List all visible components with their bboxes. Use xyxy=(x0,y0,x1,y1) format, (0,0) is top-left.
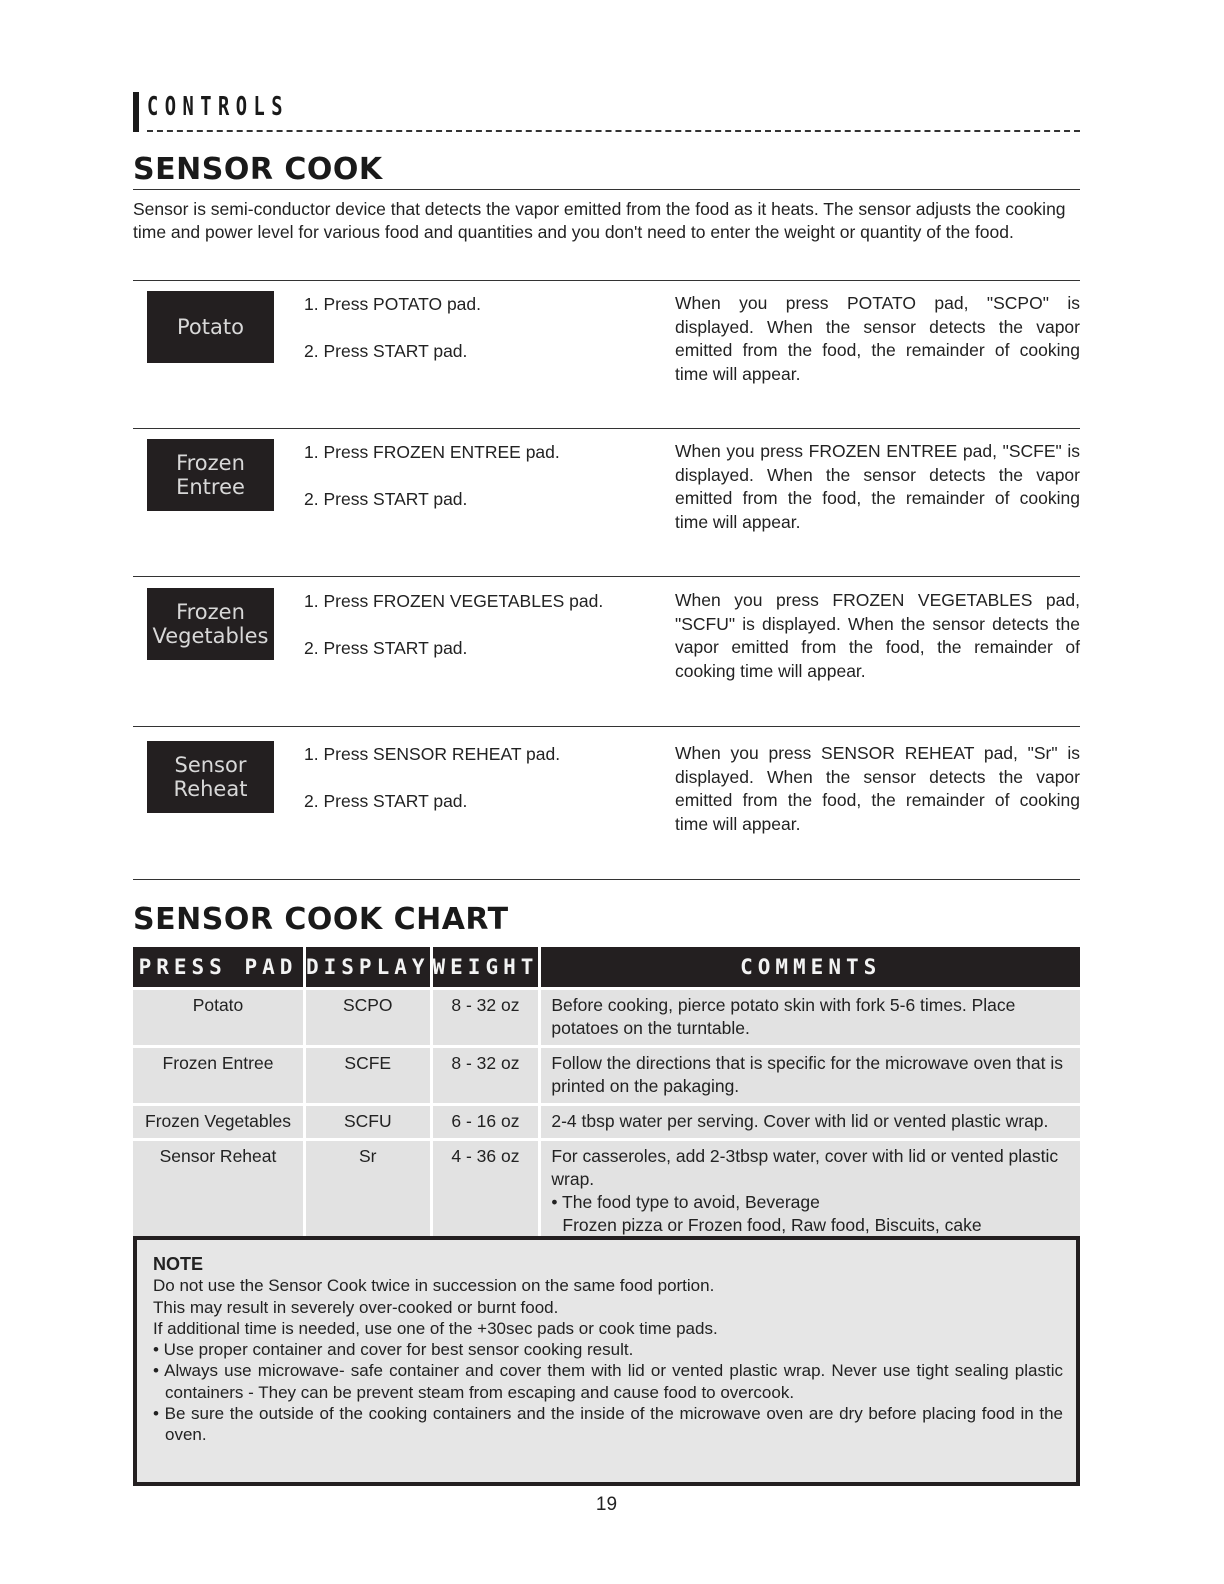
note-title: NOTE xyxy=(153,1254,204,1274)
pad-label-line-2: Vegetables xyxy=(152,624,269,648)
cell-display: SCPO xyxy=(306,990,430,1045)
cell-comment xyxy=(541,1141,1080,1242)
note-box xyxy=(133,1236,1080,1486)
note-line: This may result in severely over-cooked or burnt food. xyxy=(153,1297,559,1317)
note-bullet: • Be sure the outside of the cooking containers and the inside of the microwave oven are dry before placing food in the oven. xyxy=(153,1404,1063,1445)
cell-weight: 8 - 32 oz xyxy=(433,1048,539,1103)
step-1: 1. Press FROZEN ENTREE pad. xyxy=(304,442,560,462)
comment-line: Frozen pizza or Frozen food, Raw food, Biscuits, cake xyxy=(562,1215,982,1235)
table-row xyxy=(133,1106,1080,1138)
step-1: 1. Press SENSOR REHEAT pad. xyxy=(304,744,561,764)
step-2: 2. Press START pad. xyxy=(304,489,468,509)
cell-comment: Follow the directions that is specific for the microwave oven that is printed on the pakaging. xyxy=(541,1048,1080,1103)
cell-weight: 6 - 16 oz xyxy=(433,1106,539,1138)
pad-label-line-1: Frozen xyxy=(176,451,245,475)
sensor-cook-intro: Sensor is semi-conductor device that detects the vapor emitted from the food as it heats. The sensor adjusts the cooking time and power level for various food and quantities and you don't need to enter the weight or quantity of the food. xyxy=(133,199,1066,242)
potato-pad xyxy=(147,291,274,363)
header-weight: WEIGHT xyxy=(433,947,539,987)
step-2: 2. Press START pad. xyxy=(304,791,468,811)
row-divider xyxy=(133,428,1080,429)
pad-label-line-1: Sensor xyxy=(174,753,247,777)
note-line: If additional time is needed, use one of the +30sec pads or cook time pads. xyxy=(153,1318,718,1338)
header-bar-decoration xyxy=(133,92,139,132)
frozen-entree-pad xyxy=(147,439,274,511)
pad-label-line-1: Frozen xyxy=(176,600,245,624)
note-bullet: • Always use microwave- safe container and cover them with lid or vented plastic wrap. Never use tight sealing plastic containers - They can be prevent steam from escaping and cause food to overcook. xyxy=(153,1361,1063,1402)
sensor-reheat-pad xyxy=(147,741,274,813)
table-row xyxy=(133,1141,1080,1242)
step-description: When you press POTATO pad, "SCPO" is displayed. When the sensor detects the vapor emitted from the food, the remainder of cooking time will appear. xyxy=(675,293,1080,384)
cell-pad: Frozen Vegetables xyxy=(133,1106,303,1138)
sensor-cook-title: SENSOR COOK xyxy=(133,152,383,187)
cell-pad: Frozen Entree xyxy=(133,1048,303,1103)
controls-section-title: CONTROLS xyxy=(147,92,290,122)
step-2: 2. Press START pad. xyxy=(304,638,468,658)
page-number: 19 xyxy=(595,1494,618,1515)
step-description: When you press FROZEN VEGETABLES pad, "SCFU" is displayed. When the sensor detects the vapor emitted from the food, the remainder of cooking time will appear. xyxy=(675,590,1080,681)
cell-display: SCFE xyxy=(306,1048,430,1103)
note-line: Do not use the Sensor Cook twice in succession on the same food portion. xyxy=(153,1276,715,1296)
sensor-cook-chart-table xyxy=(130,944,1083,1245)
table-row xyxy=(133,990,1080,1045)
step-1: 1. Press POTATO pad. xyxy=(304,294,482,314)
step-1: 1. Press FROZEN VEGETABLES pad. xyxy=(304,591,604,611)
comment-line: • The food type to avoid, Beverage xyxy=(551,1192,820,1212)
pad-label-line-2: Entree xyxy=(176,475,245,499)
table-header-row xyxy=(133,947,1080,987)
cell-comment: Before cooking, pierce potato skin with fork 5-6 times. Place potatoes on the turntable. xyxy=(541,990,1080,1045)
step-description: When you press FROZEN ENTREE pad, "SCFE" is displayed. When the sensor detects the vapor emitted from the food, the remainder of cooking time will appear. xyxy=(675,441,1080,532)
table-row xyxy=(133,1048,1080,1103)
row-divider xyxy=(133,726,1080,727)
comment-line: For casseroles, add 2-3tbsp water, cover with lid or vented plastic wrap. xyxy=(551,1146,1059,1189)
row-divider xyxy=(133,576,1080,577)
note-bullet: • Use proper container and cover for best sensor cooking result. xyxy=(153,1340,634,1360)
pad-label: Potato xyxy=(177,315,244,339)
header-press-pad: PRESS PAD xyxy=(133,947,303,987)
controls-header xyxy=(133,92,1080,136)
cell-comment: 2-4 tbsp water per serving. Cover with lid or vented plastic wrap. xyxy=(541,1106,1080,1138)
cell-weight: 8 - 32 oz xyxy=(433,990,539,1045)
cell-display: Sr xyxy=(306,1141,430,1242)
header-display: DISPLAY xyxy=(306,947,430,987)
cell-weight: 4 - 36 oz xyxy=(433,1141,539,1242)
row-divider xyxy=(133,280,1080,281)
step-2: 2. Press START pad. xyxy=(304,341,468,361)
pad-label-line-2: Reheat xyxy=(173,777,248,801)
note-content xyxy=(153,1254,1063,1446)
cell-display: SCFU xyxy=(306,1106,430,1138)
header-dashed-rule xyxy=(147,130,1080,132)
title-rule xyxy=(133,189,1080,190)
frozen-vegetables-pad xyxy=(147,588,274,660)
row-divider xyxy=(133,879,1080,880)
cell-pad: Sensor Reheat xyxy=(133,1141,303,1242)
header-comments: COMMENTS xyxy=(541,947,1080,987)
cell-pad: Potato xyxy=(133,990,303,1045)
sensor-cook-chart-title: SENSOR COOK CHART xyxy=(133,902,509,937)
step-description: When you press SENSOR REHEAT pad, "Sr" is displayed. When the sensor detects the vapor emitted from the food, the remainder of cooking time will appear. xyxy=(675,743,1080,834)
